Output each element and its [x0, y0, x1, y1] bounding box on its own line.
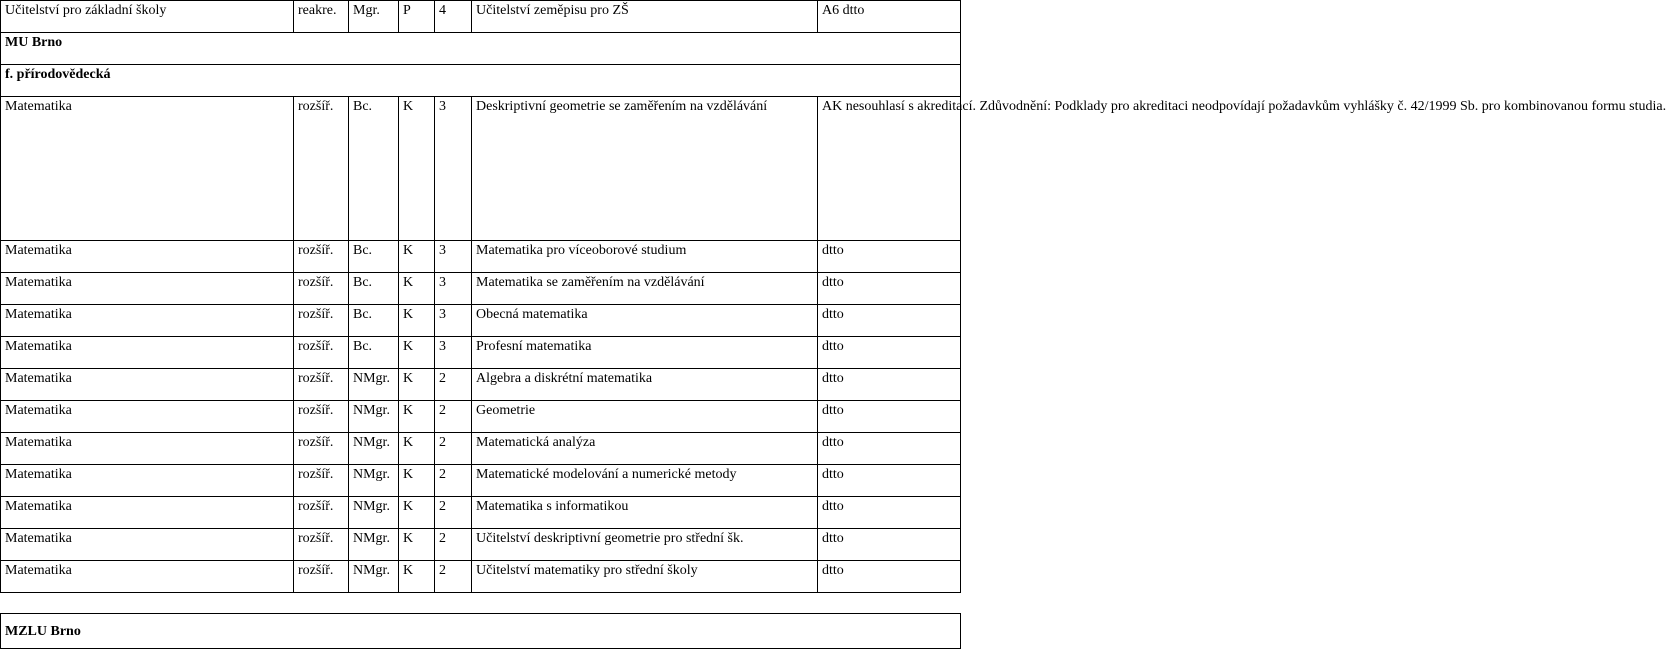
years-cell: 2 — [435, 561, 472, 593]
degree-cell: NMgr. — [349, 529, 399, 561]
section-heading: f. přírodovědecká — [1, 65, 961, 97]
form-cell: P — [399, 1, 435, 33]
form-cell: K — [399, 305, 435, 337]
note-cell: dtto — [818, 337, 961, 369]
program-cell: Matematika — [1, 465, 294, 497]
extent-cell: rozšíř. — [294, 561, 349, 593]
table-row — [1, 305, 961, 337]
program-cell: Matematika — [1, 97, 294, 241]
field-cell: Profesní matematika — [472, 337, 818, 369]
table-row — [1, 433, 961, 465]
extent-cell: rozšíř. — [294, 529, 349, 561]
note-cell: dtto — [818, 465, 961, 497]
table-row — [1, 337, 961, 369]
field-cell: Učitelství deskriptivní geometrie pro střední šk. — [472, 529, 818, 561]
years-cell: 4 — [435, 1, 472, 33]
years-cell: 3 — [435, 305, 472, 337]
program-cell: Matematika — [1, 273, 294, 305]
program-cell: Matematika — [1, 401, 294, 433]
years-cell: 3 — [435, 273, 472, 305]
degree-cell: Bc. — [349, 273, 399, 305]
form-cell: K — [399, 401, 435, 433]
table-row — [1, 369, 961, 401]
field-cell: Učitelství zeměpisu pro ZŠ — [472, 1, 818, 33]
years-cell: 2 — [435, 529, 472, 561]
table-row — [1, 97, 961, 241]
note-cell: AK nesouhlasí s akreditací. Zdůvodnění: Podklady pro akreditaci neodpovídají požadavkům vyhlášky č. 42/1999 Sb. pro kombinovanou formu studia. — [818, 97, 961, 241]
form-cell: K — [399, 465, 435, 497]
form-cell: K — [399, 369, 435, 401]
years-cell: 2 — [435, 401, 472, 433]
section-heading-row — [1, 65, 961, 97]
years-cell: 3 — [435, 241, 472, 273]
table-row — [1, 401, 961, 433]
extent-cell: rozšíř. — [294, 401, 349, 433]
form-cell: K — [399, 97, 435, 241]
degree-cell: Mgr. — [349, 1, 399, 33]
years-cell: 3 — [435, 337, 472, 369]
note-cell: A6 dtto — [818, 1, 961, 33]
note-cell: dtto — [818, 305, 961, 337]
program-cell: Matematika — [1, 337, 294, 369]
years-cell: 2 — [435, 369, 472, 401]
form-cell: K — [399, 497, 435, 529]
program-cell: Učitelství pro základní školy — [1, 1, 294, 33]
degree-cell: NMgr. — [349, 433, 399, 465]
program-cell: Matematika — [1, 433, 294, 465]
field-cell: Deskriptivní geometrie se zaměřením na vzdělávání — [472, 97, 818, 241]
note-cell: dtto — [818, 273, 961, 305]
form-cell: K — [399, 273, 435, 305]
field-cell: Matematické modelování a numerické metody — [472, 465, 818, 497]
spacer-cell — [1, 593, 961, 614]
program-cell: Matematika — [1, 241, 294, 273]
degree-cell: NMgr. — [349, 401, 399, 433]
degree-cell: Bc. — [349, 337, 399, 369]
spacer-row — [1, 593, 961, 614]
field-cell: Obecná matematika — [472, 305, 818, 337]
form-cell: K — [399, 433, 435, 465]
field-cell: Algebra a diskrétní matematika — [472, 369, 818, 401]
degree-cell: NMgr. — [349, 369, 399, 401]
field-cell: Matematika pro víceoborové studium — [472, 241, 818, 273]
table-row — [1, 273, 961, 305]
note-cell: dtto — [818, 529, 961, 561]
extent-cell: reakre. — [294, 1, 349, 33]
extent-cell: rozšíř. — [294, 433, 349, 465]
degree-cell: Bc. — [349, 97, 399, 241]
years-cell: 3 — [435, 97, 472, 241]
field-cell: Matematika s informatikou — [472, 497, 818, 529]
note-cell: dtto — [818, 401, 961, 433]
extent-cell: rozšíř. — [294, 465, 349, 497]
form-cell: K — [399, 337, 435, 369]
program-cell: Matematika — [1, 305, 294, 337]
program-cell: Matematika — [1, 369, 294, 401]
program-cell: Matematika — [1, 497, 294, 529]
years-cell: 2 — [435, 465, 472, 497]
extent-cell: rozšíř. — [294, 369, 349, 401]
degree-cell: Bc. — [349, 241, 399, 273]
years-cell: 2 — [435, 433, 472, 465]
degree-cell: NMgr. — [349, 497, 399, 529]
note-cell: dtto — [818, 369, 961, 401]
degree-cell: NMgr. — [349, 561, 399, 593]
extent-cell: rozšíř. — [294, 497, 349, 529]
table-row — [1, 241, 961, 273]
extent-cell: rozšíř. — [294, 305, 349, 337]
note-cell: dtto — [818, 433, 961, 465]
section-heading-row — [1, 33, 961, 65]
table-body — [1, 1, 1666, 649]
form-cell: K — [399, 241, 435, 273]
section-heading-row — [1, 614, 961, 649]
table-row — [1, 561, 961, 593]
program-cell: Matematika — [1, 561, 294, 593]
field-cell: Matematická analýza — [472, 433, 818, 465]
extent-cell: rozšíř. — [294, 273, 349, 305]
table-row — [1, 497, 961, 529]
degree-cell: NMgr. — [349, 465, 399, 497]
note-cell: dtto — [818, 497, 961, 529]
form-cell: K — [399, 529, 435, 561]
field-cell: Geometrie — [472, 401, 818, 433]
section-heading: MU Brno — [1, 33, 961, 65]
table-row — [1, 465, 961, 497]
extent-cell: rozšíř. — [294, 337, 349, 369]
note-cell: dtto — [818, 561, 961, 593]
program-cell: Matematika — [1, 529, 294, 561]
years-cell: 2 — [435, 497, 472, 529]
field-cell: Učitelství matematiky pro střední školy — [472, 561, 818, 593]
table-row — [1, 1, 961, 33]
note-cell: dtto — [818, 241, 961, 273]
section-heading: MZLU Brno — [1, 614, 961, 649]
form-cell: K — [399, 561, 435, 593]
table-row — [1, 529, 961, 561]
extent-cell: rozšíř. — [294, 97, 349, 241]
field-cell: Matematika se zaměřením na vzdělávání — [472, 273, 818, 305]
extent-cell: rozšíř. — [294, 241, 349, 273]
degree-cell: Bc. — [349, 305, 399, 337]
